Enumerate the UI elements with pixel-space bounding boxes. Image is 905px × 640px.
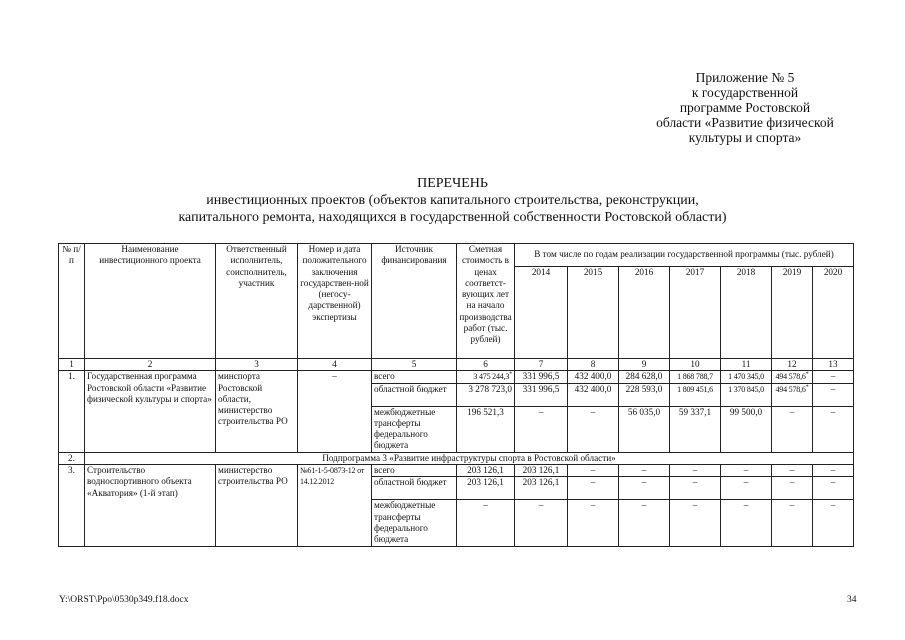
table-row [59, 371, 854, 383]
year-value: – [619, 477, 670, 500]
header-year: 2016 [619, 267, 670, 359]
subprogram-title: Подпрограмма 3 «Развитие инфраструктуры спорта в Ростовской области» [85, 452, 854, 464]
cost-cell [457, 371, 515, 383]
appendix-line: Приложение № 5 [695, 70, 795, 85]
year-value: – [568, 406, 619, 452]
heading-subtitle-line: инвестиционных проектов (объектов капитального строительства, реконструкции, [206, 193, 699, 208]
year-cell [772, 383, 813, 406]
year-value: – [813, 383, 854, 406]
year-value: – [515, 406, 568, 452]
header-year: 2014 [515, 267, 568, 359]
year-value: – [721, 465, 772, 477]
project-name: Строительство водноспортивного объекта «Акватория» (1-й этап) [85, 465, 216, 546]
investment-projects-table [58, 243, 854, 547]
document-heading [0, 175, 905, 226]
year-value: – [670, 500, 721, 546]
year-value: 1 370 845,0 [721, 383, 772, 406]
subprogram-row [59, 452, 854, 464]
column-number: 1 [59, 359, 85, 371]
column-number: 8 [568, 359, 619, 371]
file-path: Y:\ORST\Ppo\0530p349.f18.docx [59, 595, 189, 605]
year-value: 331 996,5 [515, 371, 568, 383]
year-value: – [619, 465, 670, 477]
footnote-mark: * [805, 371, 809, 378]
year-value: – [772, 477, 813, 500]
year-value: 1 809 451,6 [670, 383, 721, 406]
year-value: – [721, 477, 772, 500]
column-number: 3 [216, 359, 298, 371]
year-value: – [772, 465, 813, 477]
year-value: – [772, 500, 813, 546]
project-executor: минспорта Ростовской области, министерство строительства РО [216, 371, 298, 452]
column-number: 6 [457, 359, 515, 371]
header-year: 2020 [813, 267, 854, 359]
year-value: 284 628,0 [619, 371, 670, 383]
year-value: – [568, 500, 619, 546]
row-num: 2. [59, 452, 85, 464]
column-number: 13 [813, 359, 854, 371]
project-executor: министерство строительства РО [216, 465, 298, 546]
column-number: 7 [515, 359, 568, 371]
year-value: 1 868 788,7 [670, 371, 721, 383]
column-number: 9 [619, 359, 670, 371]
year-value: 494 578,6 [775, 372, 806, 382]
year-value: – [813, 500, 854, 546]
cost-value: 3 278 723,0 [457, 383, 515, 406]
year-value: 56 035,0 [619, 406, 670, 452]
year-value: – [670, 477, 721, 500]
row-num: 3. [59, 465, 85, 546]
page-number: 34 [847, 595, 857, 605]
header-source: Источник финансирования [372, 244, 457, 359]
header-year: 2019 [772, 267, 813, 359]
header-executor: Ответственный исполнитель, соисполнитель, участник [216, 244, 298, 359]
year-value: – [772, 406, 813, 452]
header-name: Наименование инвестиционного проекта [85, 244, 216, 359]
funding-source: областной бюджет [372, 383, 457, 406]
cost-value: 3 475 244,3 [473, 372, 510, 382]
cost-value: 196 521,3 [457, 406, 515, 452]
project-expertise: – [298, 371, 372, 452]
appendix-line: области «Развитие физической [656, 115, 834, 130]
year-value: – [721, 500, 772, 546]
appendix-note [600, 70, 890, 145]
project-name: Государственная программа Ростовской области «Развитие физической культуры и спорта» [85, 371, 216, 452]
header-year: 2017 [670, 267, 721, 359]
year-cell [772, 371, 813, 383]
row-num: 1. [59, 371, 85, 452]
year-value: – [619, 500, 670, 546]
project-expertise: №61-1-5-0873-12 от 14.12.2012 [298, 465, 372, 546]
year-value: 203 126,1 [515, 465, 568, 477]
column-number: 2 [85, 359, 216, 371]
funding-source: всего [372, 465, 457, 477]
year-value: 331 996,5 [515, 383, 568, 406]
year-value: – [813, 465, 854, 477]
funding-source: межбюджетные трансферты федерального бюджета [372, 406, 457, 452]
year-value: 228 593,0 [619, 383, 670, 406]
appendix-line: культуры и спорта» [688, 130, 802, 145]
funding-source: всего [372, 371, 457, 383]
cost-value: 203 126,1 [457, 465, 515, 477]
year-value: – [670, 465, 721, 477]
table-header-row [59, 244, 854, 267]
year-value: – [813, 477, 854, 500]
cost-value: – [457, 500, 515, 546]
header-expertise: Номер и дата положительного заключения государствен-ной (негосу-дарственной) экспертизы [298, 244, 372, 359]
heading-title: ПЕРЕЧЕНЬ [417, 176, 488, 191]
cost-value: 203 126,1 [457, 477, 515, 500]
column-number: 5 [372, 359, 457, 371]
funding-source: межбюджетные трансферты федерального бюджета [372, 500, 457, 546]
column-number: 11 [721, 359, 772, 371]
appendix-line: программе Ростовской [679, 100, 811, 115]
year-value: 99 500,0 [721, 406, 772, 452]
year-value: 203 126,1 [515, 477, 568, 500]
appendix-line: к государственной [691, 85, 799, 100]
footnote-mark: * [509, 371, 512, 378]
year-value: – [568, 477, 619, 500]
header-year: 2018 [721, 267, 772, 359]
column-number: 12 [772, 359, 813, 371]
column-number: 10 [670, 359, 721, 371]
table-row [59, 465, 854, 477]
funding-source: областной бюджет [372, 477, 457, 500]
header-year: 2015 [568, 267, 619, 359]
year-value: – [568, 465, 619, 477]
column-numbers-row [59, 359, 854, 371]
year-value: 432 400,0 [568, 383, 619, 406]
heading-subtitle-line: капитального ремонта, находящихся в государственной собственности Ростовской области) [178, 210, 727, 225]
footnote-mark: * [805, 383, 809, 390]
year-value: 494 578,6 [775, 384, 806, 394]
year-value: 59 337,1 [670, 406, 721, 452]
header-num: № п/п [59, 244, 85, 359]
year-value: – [813, 371, 854, 383]
header-years-group: В том числе по годам реализации государственной программы (тыс. рублей) [515, 244, 854, 267]
year-value: – [515, 500, 568, 546]
year-value: – [813, 406, 854, 452]
year-value: 432 400,0 [568, 371, 619, 383]
column-number: 4 [298, 359, 372, 371]
header-cost: Сметная стоимость в ценах соответст-вующих лет на начало производства работ (тыс. рублей) [457, 244, 515, 359]
year-value: 1 470 345,0 [721, 371, 772, 383]
